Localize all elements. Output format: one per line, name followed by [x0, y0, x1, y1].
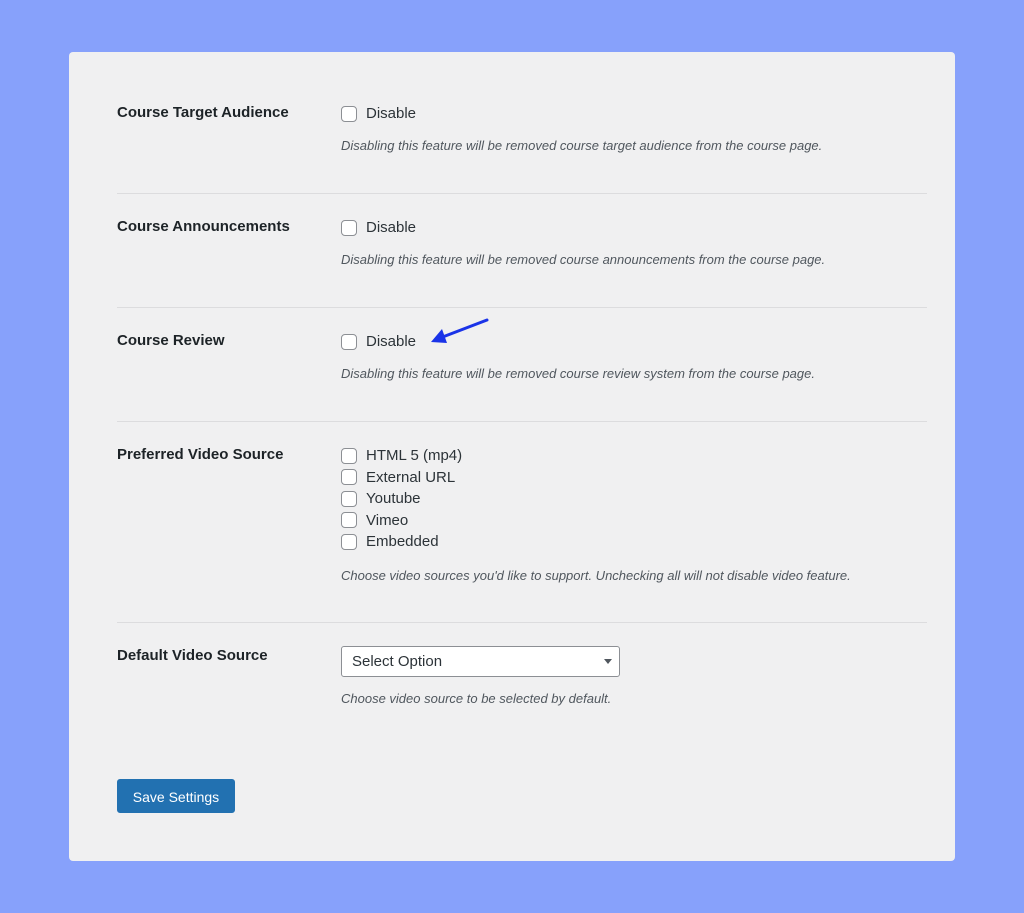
- arrow-pointing-left-icon: [428, 317, 492, 347]
- select-value: Select Option: [352, 653, 443, 670]
- review-disable-checkbox[interactable]: [341, 334, 357, 350]
- divider: [117, 193, 927, 194]
- review-disable-option[interactable]: [341, 331, 815, 353]
- divider: [117, 307, 927, 308]
- video-source-option-embedded[interactable]: [341, 531, 851, 553]
- setting-description: Choose video source to be selected by default.: [341, 691, 612, 706]
- video-source-checkbox[interactable]: [341, 512, 357, 528]
- video-source-checkbox[interactable]: [341, 469, 357, 485]
- checkbox-label: External URL: [366, 468, 456, 486]
- setting-description: Disabling this feature will be removed course announcements from the course page.: [341, 251, 826, 267]
- target-audience-disable-checkbox[interactable]: [341, 106, 357, 122]
- setting-label: Default Video Source: [117, 647, 268, 664]
- announcements-disable-checkbox[interactable]: [341, 220, 357, 236]
- video-source-option-vimeo[interactable]: [341, 510, 851, 532]
- setting-label: Course Target Audience: [117, 104, 289, 121]
- video-source-option-external-url[interactable]: [341, 467, 851, 489]
- setting-description: Disabling this feature will be removed course review system from the course page.: [341, 365, 815, 381]
- setting-label: Course Review: [117, 332, 225, 349]
- checkbox-label: Disable: [366, 219, 417, 237]
- divider: [117, 421, 927, 422]
- checkbox-label: Disable: [366, 105, 417, 123]
- checkbox-label: Vimeo: [366, 511, 409, 529]
- dropdown-caret-icon: [604, 659, 612, 664]
- video-source-checkbox[interactable]: [341, 448, 357, 464]
- default-video-source-select[interactable]: [341, 646, 620, 677]
- checkbox-label: HTML 5 (mp4): [366, 447, 463, 465]
- divider: [117, 622, 927, 623]
- setting-description: Choose video sources you'd like to support. Unchecking all will not disable video feature.: [341, 567, 851, 583]
- setting-label: Course Announcements: [117, 218, 290, 235]
- setting-label: Preferred Video Source: [117, 446, 284, 463]
- checkbox-label: Disable: [366, 333, 417, 351]
- announcements-disable-option[interactable]: [341, 217, 825, 239]
- checkbox-label: Youtube: [366, 490, 421, 508]
- video-source-checkbox[interactable]: [341, 491, 357, 507]
- video-source-checkbox[interactable]: [341, 534, 357, 550]
- checkbox-label: Embedded: [366, 533, 439, 551]
- video-source-option-html5[interactable]: [341, 445, 851, 467]
- target-audience-disable-option[interactable]: [341, 103, 822, 125]
- video-source-option-youtube[interactable]: [341, 488, 851, 510]
- save-settings-button[interactable]: Save Settings: [117, 779, 235, 813]
- settings-panel: [69, 52, 955, 861]
- setting-description: Disabling this feature will be removed course target audience from the course page.: [341, 137, 823, 153]
